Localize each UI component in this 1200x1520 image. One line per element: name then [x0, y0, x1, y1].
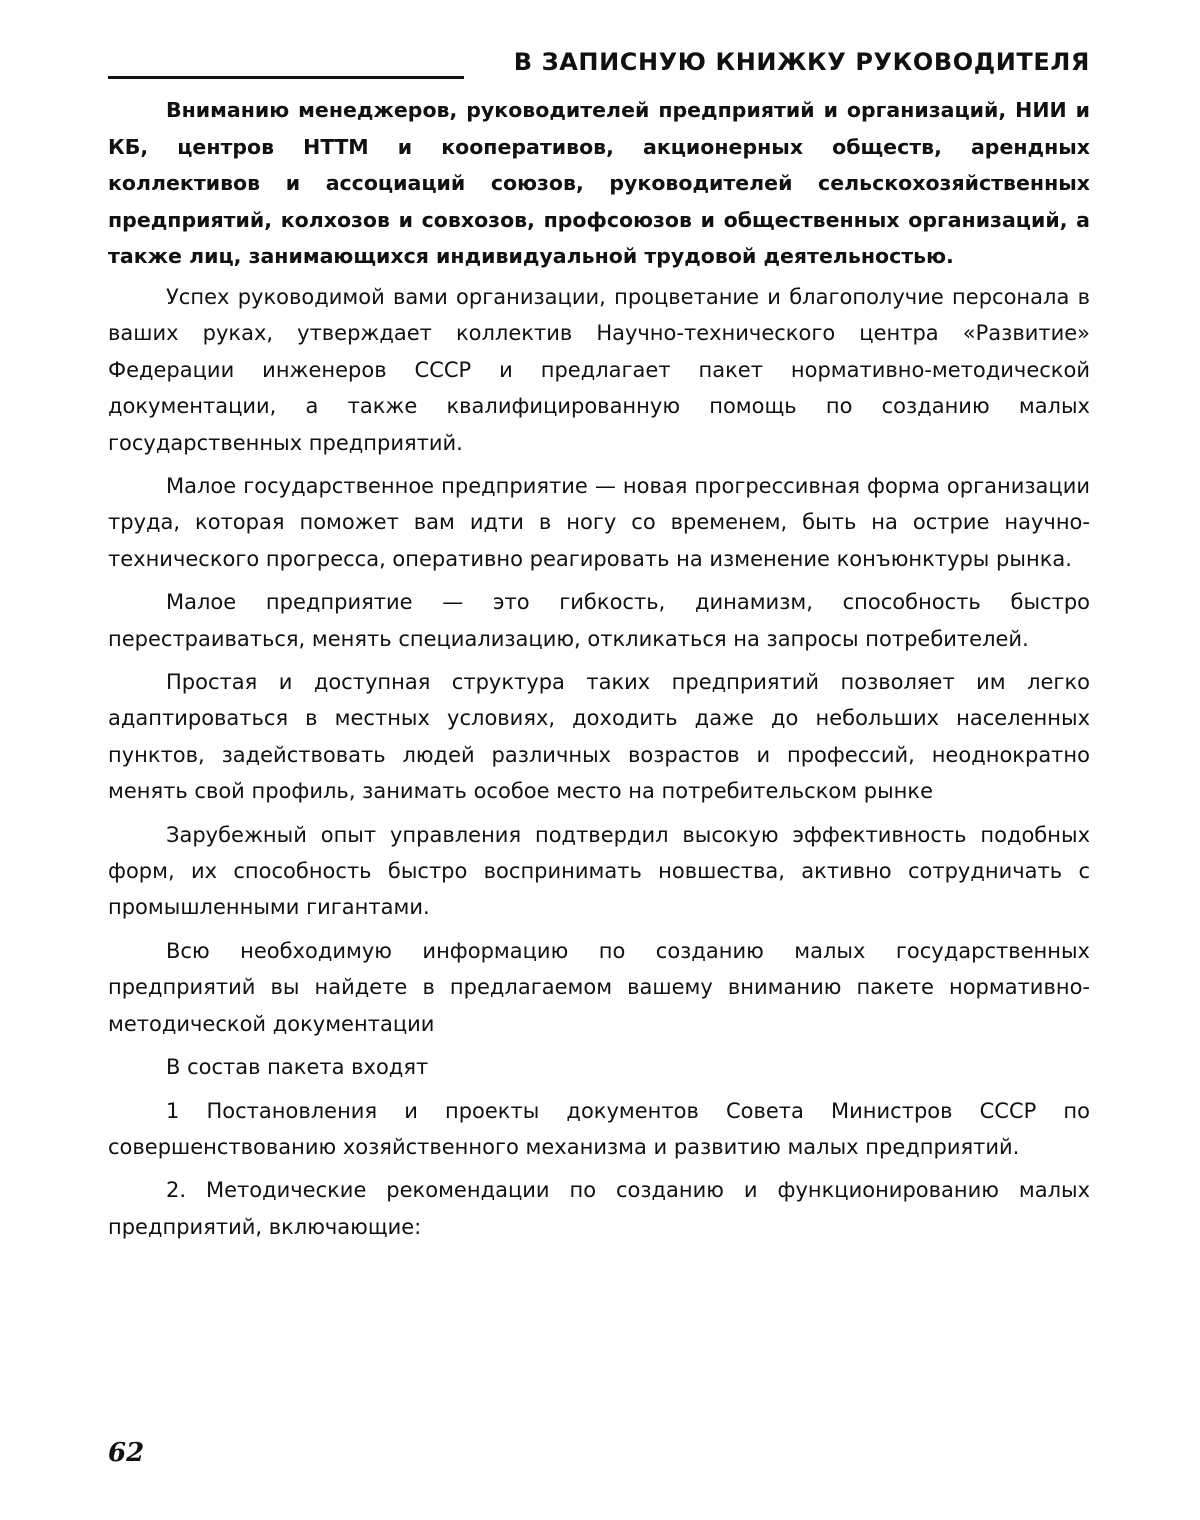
body-text [108, 279, 1090, 1245]
paragraph: 1 Постановления и проекты документов Совета Министров СССР по совершенствованию хозяйственного механизма и развитию малых предприятий. [108, 1098, 1090, 1159]
page [108, 40, 1090, 1252]
paragraph: 2. Методические рекомендации по созданию и функционированию малых предприятий, включающие: [108, 1178, 1090, 1239]
page-number: 62 [108, 1438, 145, 1468]
running-header [108, 40, 1090, 86]
paragraph: Простая и доступная структура таких предприятий позволяет им легко адаптироваться в местных условиях, доходить даже до небольших населенных пунктов, задействовать людей различных возрастов и профессий, неоднократно менять свой профиль, занимать особое место на потребительском рынке [108, 670, 1090, 804]
header-rule [108, 76, 464, 79]
header-title: В ЗАПИСНУЮ КНИЖКУ РУКОВОДИТЕЛЯ [513, 48, 1090, 76]
paragraph: В состав пакета входят [166, 1055, 429, 1080]
paragraph: Всю необходимую информацию по созданию малых государственных предприятий вы найдете в предлагаемом вашему вниманию пакете нормативно-методической документации [108, 938, 1090, 1036]
paragraph: Зарубежный опыт управления подтвердил высокую эффективность подобных форм, их способность быстро воспринимать новшества, активно сотрудничать с промышленными гигантами. [108, 822, 1090, 920]
paragraph: Малое предприятие — это гибкость, динамизм, способность быстро перестраиваться, менять специализацию, откликаться на запросы потребителей. [108, 590, 1090, 651]
paragraph: Успех руководимой вами организации, процветание и благополучие персонала в ваших руках, утверждает коллектив Научно-технического центра «Развитие» Федерации инженеров СССР и предлагает пакет нормативно-методической документации, а также квалифицированную помощь по созданию малых государственных предприятий. [108, 284, 1090, 455]
intro-paragraph: Вниманию менеджеров, руководителей предприятий и организаций, НИИ и КБ, центров НТТМ и кооперативов, акционерных обществ, арендных коллективов и ассоциаций союзов, руководителей сельскохозяйственных предприятий, колхозов и совхозов, профсоюзов и общественных организаций, а также лиц, занимающихся индивидуальной трудовой деятельностью. [108, 98, 1090, 269]
paragraph: Малое государственное предприятие — новая прогрессивная форма организации труда, которая поможет вам идти в ногу со временем, быть на острие научно-технического прогресса, оперативно реагировать на изменение конъюнктуры рынка. [108, 474, 1090, 571]
